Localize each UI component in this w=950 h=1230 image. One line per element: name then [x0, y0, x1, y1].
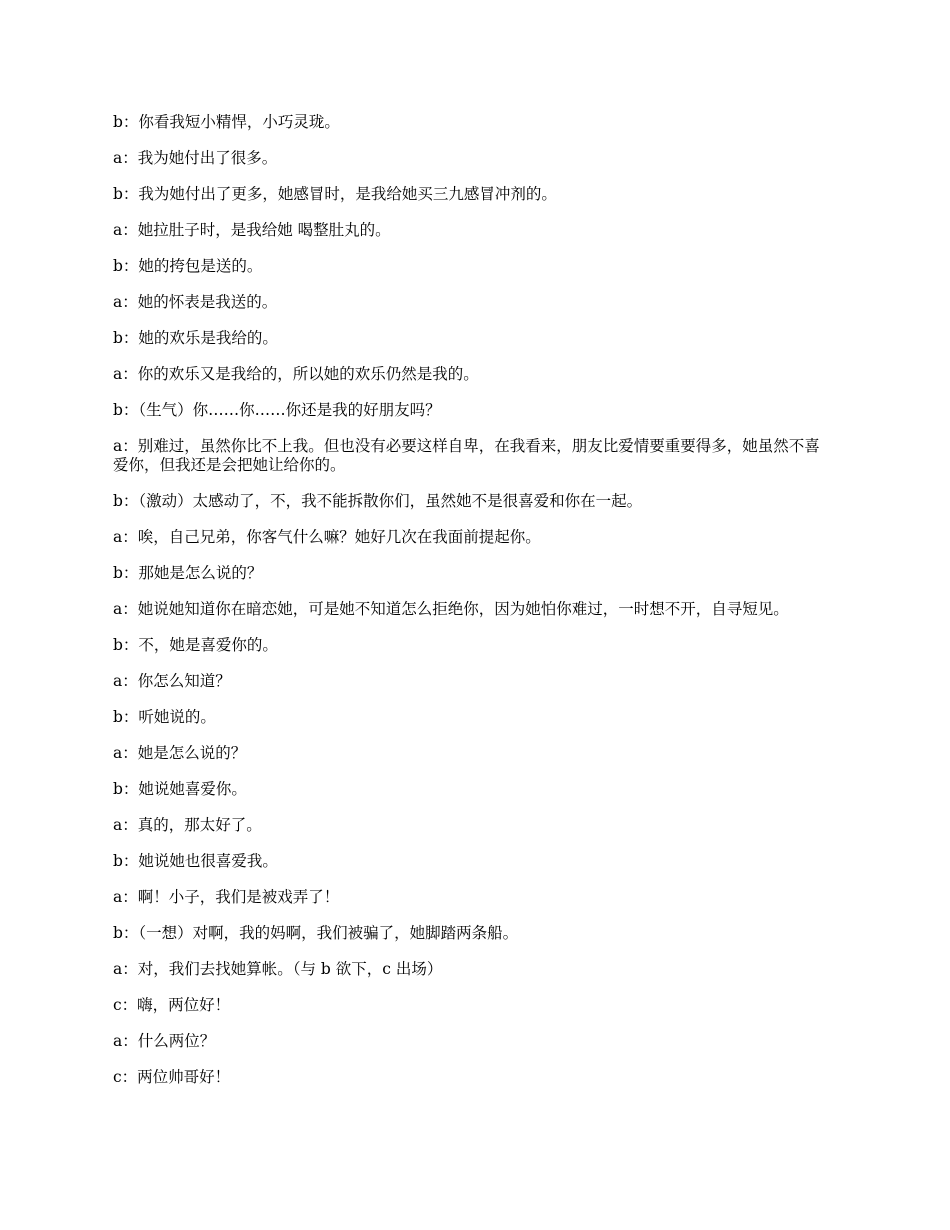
dialogue-line: b：听她说的。	[113, 708, 216, 726]
dialogue-line: a：真的，那太好了。	[113, 816, 262, 834]
dialogue-line: b：不，她是喜爱你的。	[113, 636, 278, 654]
dialogue-line: a：啊！小子，我们是被戏弄了！	[113, 888, 340, 906]
dialogue-line: b：（一想）对啊，我的妈啊，我们被骗了，她脚踏两条船。	[113, 924, 519, 942]
dialogue-line: b：（生气）你……你……你还是我的好朋友吗？	[113, 401, 441, 419]
dialogue-line: b：她的欢乐是我给的。	[113, 329, 278, 347]
dialogue-list	[113, 113, 835, 1104]
dialogue-line: a：她的怀表是我送的。	[113, 293, 278, 311]
dialogue-line: a：唉，自己兄弟，你客气什么嘛？她好几次在我面前提起你。	[113, 528, 541, 546]
dialogue-line: b：（激动）太感动了，不，我不能拆散你们，虽然她不是很喜爱和你在一起。	[113, 492, 643, 510]
dialogue-line: a：我为她付出了很多。	[113, 149, 278, 167]
dialogue-line: b：她说她也很喜爱我。	[113, 852, 278, 870]
dialogue-line: a：你的欢乐又是我给的，所以她的欢乐仍然是我的。	[113, 365, 479, 383]
dialogue-line: b：她说她喜爱你。	[113, 780, 247, 798]
dialogue-line: a：她说她知道你在暗恋她，可是她不知道怎么拒绝你，因为她怕你难过，一时想不开，自寻短见。	[113, 600, 789, 618]
dialogue-line: c：两位帅哥好！	[113, 1068, 231, 1086]
dialogue-line: b：她的挎包是送的。	[113, 257, 263, 275]
dialogue-line: a：别难过，虽然你比不上我。但也没有必要这样自卑，在我看来，朋友比爱情要重要得多，她虽然不喜爱你，但我还是会把她让给你的。	[113, 437, 820, 474]
dialogue-line: c：嗨，两位好！	[113, 996, 231, 1014]
dialogue-line: a：她拉肚子时，是我给她 喝整肚丸的。	[113, 221, 391, 239]
dialogue-line: a：你怎么知道？	[113, 672, 231, 690]
dialogue-line: a：对，我们去找她算帐。（与 b 欲下，c 出场）	[113, 960, 443, 978]
dialogue-line: b：那她是怎么说的？	[113, 564, 263, 582]
dialogue-line: b：我为她付出了更多，她感冒时，是我给她买三九感冒冲剂的。	[113, 185, 557, 203]
dialogue-line: a：她是怎么说的？	[113, 744, 247, 762]
dialogue-line: a：什么两位？	[113, 1032, 216, 1050]
dialogue-line: b：你看我短小精悍，小巧灵珑。	[113, 113, 340, 131]
